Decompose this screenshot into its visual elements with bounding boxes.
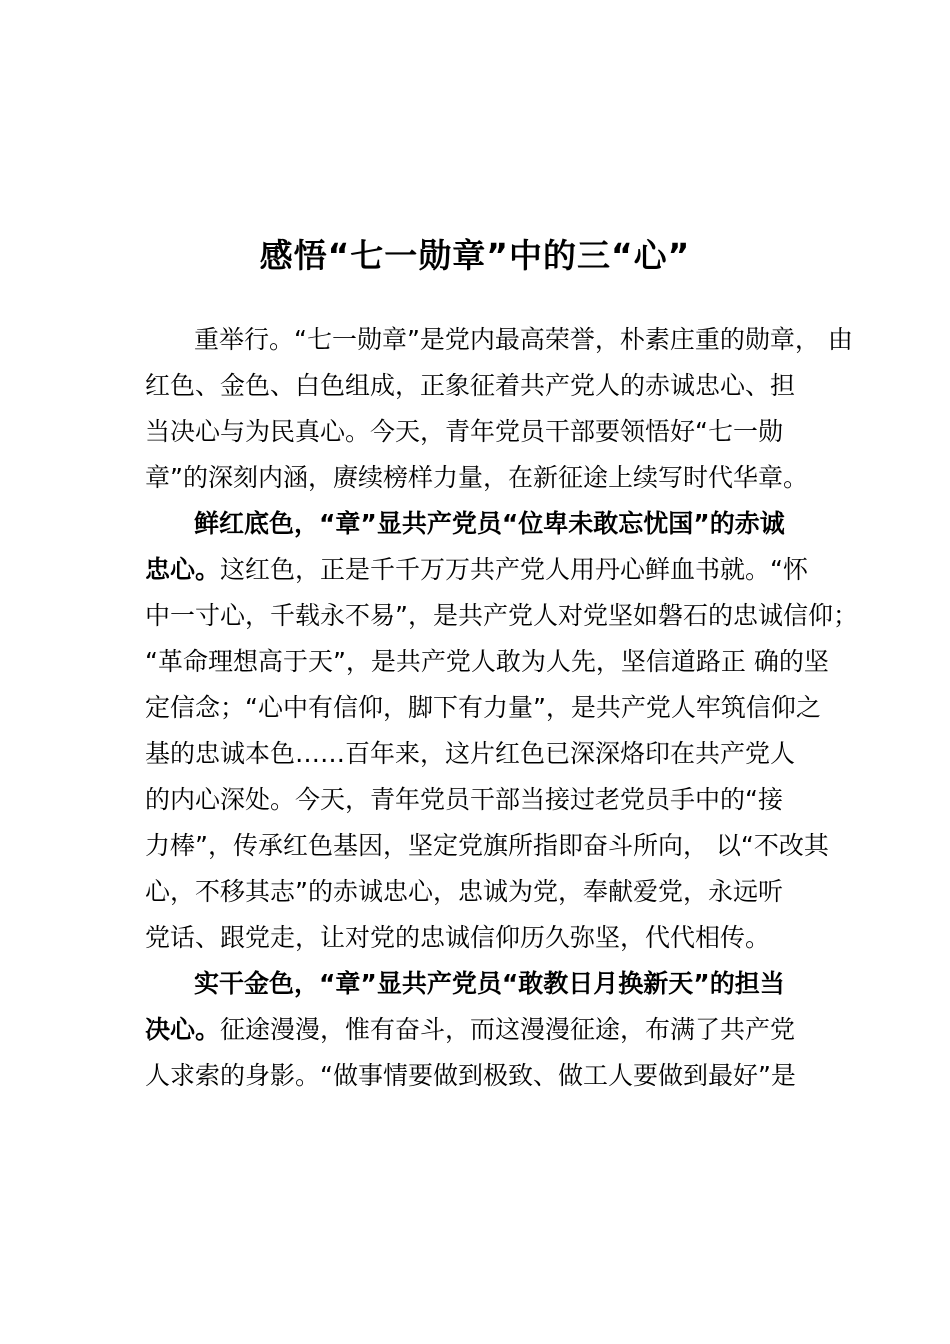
section1-line-6: 基的忠诚本色……百年来，这片红色已深深烙印在共产党人 (145, 739, 796, 768)
section2-line-3: 人求索的身影。“做事情要做到极致、做工人要做到最好”是 (145, 1061, 796, 1090)
section1-line-4: “革命理想高于天”，是共产党人敢为人先，坚信道路正 确的坚 (145, 647, 829, 676)
section1-text-start: 这红色，正是千千万万共产党人用丹心鲜血书就。“怀 (220, 555, 808, 584)
section1-heading-end: 忠心。 (145, 555, 221, 584)
intro-line-1: 重举行。“七一勋章”是党内最高荣誉，朴素庄重的勋章， 由 (194, 325, 853, 354)
section1-line-2 (145, 553, 808, 587)
intro-line-2: 红色、金色、白色组成，正象征着共产党人的赤诚忠心、担 (145, 371, 796, 400)
section2-heading: 实干金色，“章”显共产党员“敢教日月换新天”的担当 (194, 969, 785, 998)
section1-line-3: 中一寸心，千载永不易”，是共产党人对党坚如磐石的忠诚信仰； (145, 601, 858, 630)
section2-text-start: 征途漫漫，惟有奋斗，而这漫漫征途，布满了共产党 (220, 1015, 796, 1044)
intro-line-4: 章”的深刻内涵，赓续榜样力量，在新征途上续写时代华章。 (145, 463, 808, 492)
section2-line-2 (145, 1013, 795, 1047)
section1-line-8: 力棒”，传承红色基因，坚定党旗所指即奋斗所向， 以“不改其 (145, 831, 829, 860)
section1-line-5: 定信念；“心中有信仰，脚下有力量”，是共产党人牢筑信仰之 (145, 693, 821, 722)
section1-line-7: 的内心深处。今天，青年党员干部当接过老党员手中的“接 (145, 785, 783, 814)
intro-line-3: 当决心与为民真心。今天，青年党员干部要领悟好“七一勋 (145, 417, 783, 446)
section1-line-9: 心，不移其志”的赤诚忠心，忠诚为党，奉献爱党，永远听 (145, 877, 783, 906)
page-title: 感悟“七一勋章”中的三“心” (259, 236, 691, 275)
section1-heading: 鲜红底色，“章”显共产党员“位卑未敢忘忧国”的赤诚 (194, 509, 785, 538)
section1-line-10: 党话、跟党走，让对党的忠诚信仰历久弥坚，代代相传。 (145, 923, 771, 952)
section2-heading-end: 决心。 (145, 1015, 221, 1044)
